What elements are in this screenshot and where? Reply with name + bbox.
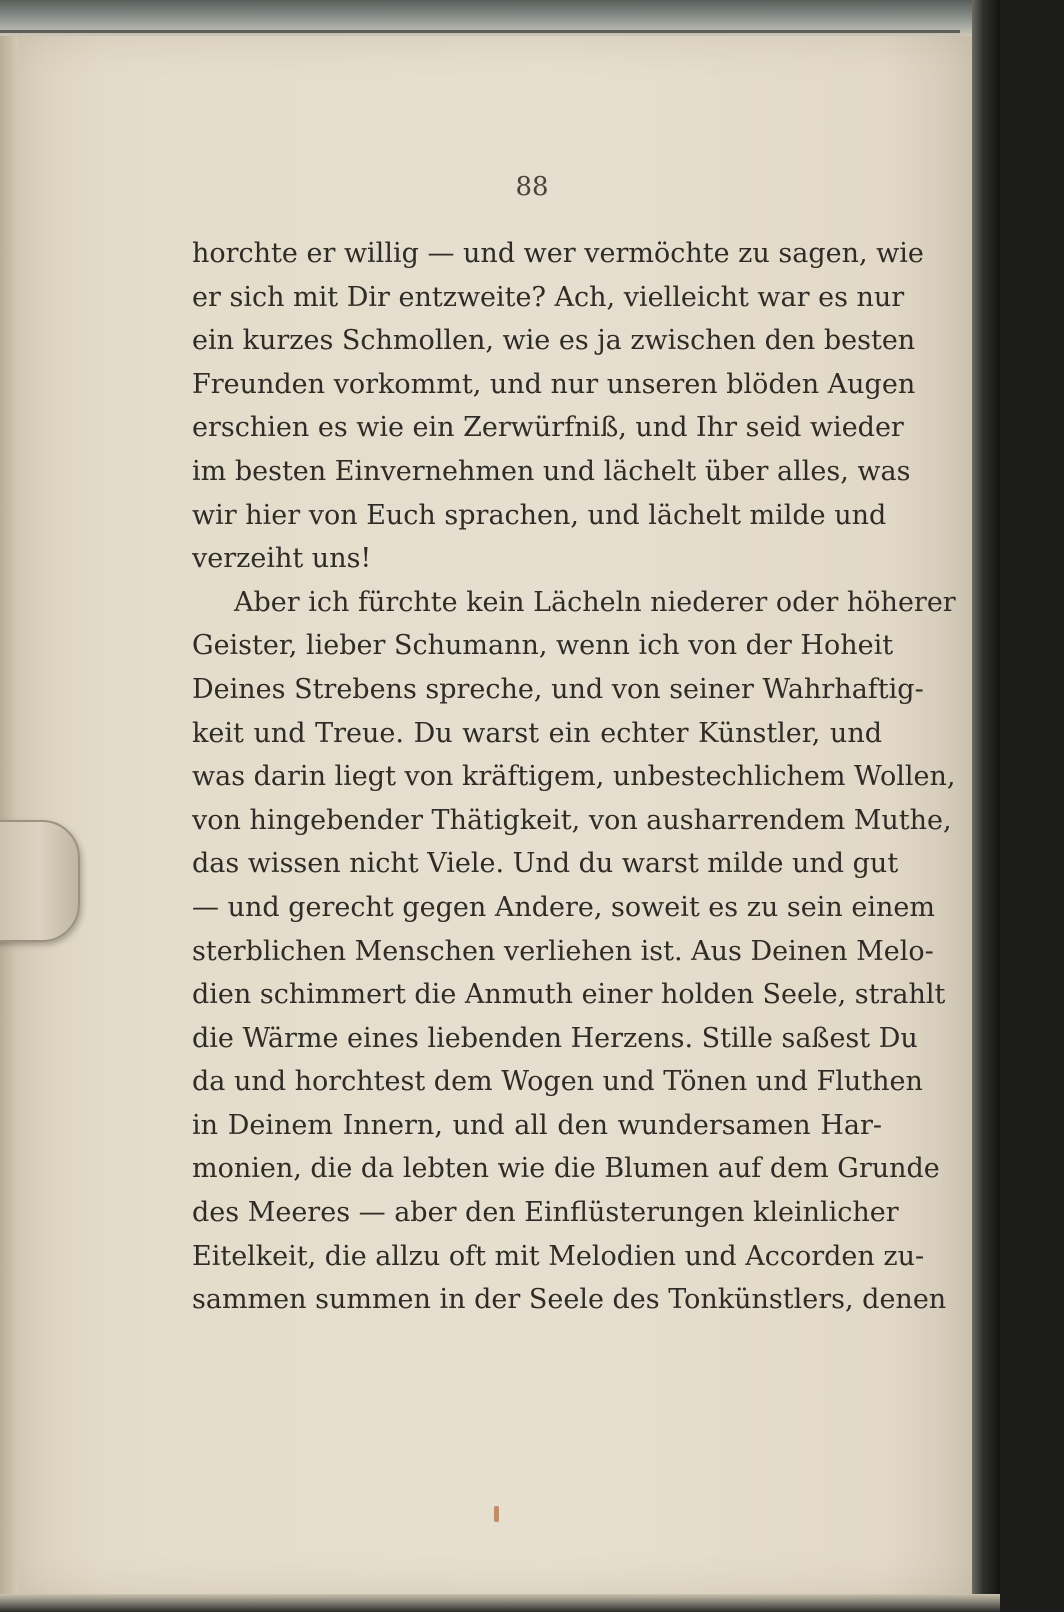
text-line: monien, die da lebten wie die Blumen auf dem Grunde	[192, 1153, 940, 1185]
text-line: verzeiht uns!	[192, 543, 372, 575]
text-line: von hingebender Thätigkeit, von ausharrendem Muthe,	[192, 804, 952, 836]
text-line: Eitelkeit, die allzu oft mit Melodien und Accorden zu-	[192, 1240, 925, 1272]
text-line: dien schimmert die Anmuth einer holden Seele, strahlt	[192, 979, 946, 1011]
text-line: er sich mit Dir entzweite? Ach, vielleicht war es nur	[192, 281, 905, 313]
book-cover-edge	[0, 30, 960, 33]
body-text	[192, 232, 956, 1322]
text-line: im besten Einvernehmen und lächelt über alles, was	[192, 455, 911, 487]
text-line: in Deinem Innern, und all den wundersamen Har-	[192, 1109, 882, 1141]
text-line: sterblichen Menschen verliehen ist. Aus Deinen Melo-	[192, 935, 934, 967]
text-line: das wissen nicht Viele. Und du warst milde und gut	[192, 848, 899, 880]
page-gutter-shade	[0, 36, 18, 1596]
text-line: horchte er willig — und wer vermöchte zu sagen, wie	[192, 238, 924, 269]
text-line: keit und Treue. Du warst ein echter Künstler, und	[192, 717, 882, 749]
text-line: erschien es wie ein Zerwürfniß, und Ihr seid wieder	[192, 412, 904, 444]
text-line: sammen summen in der Seele des Tonkünstlers, denen	[192, 1284, 947, 1316]
text-line: Geister, lieber Schumann, wenn ich von der Hoheit	[192, 630, 894, 662]
book-binding-edge	[972, 0, 1000, 1612]
text-line: — und gerecht gegen Andere, soweit es zu sein einem	[192, 891, 935, 923]
text-line: was darin liegt von kräftigem, unbestechlichem Wollen,	[192, 761, 956, 793]
book-bottom-edge	[0, 1594, 1000, 1612]
text-line: Aber ich fürchte kein Lächeln niederer oder höherer	[234, 586, 956, 618]
paper-stain	[494, 1506, 499, 1522]
text-line: wir hier von Euch sprachen, und lächelt milde und	[192, 499, 887, 531]
text-line: ein kurzes Schmollen, wie es ja zwischen den besten	[192, 325, 916, 357]
text-line: die Wärme eines liebenden Herzens. Stille saßest Du	[192, 1022, 918, 1054]
text-line: Deines Strebens spreche, und von seiner Wahrhaftig-	[192, 673, 924, 705]
text-line: da und horchtest dem Wogen und Tönen und Fluthen	[192, 1066, 923, 1098]
text-line: des Meeres — aber den Einflüsterungen kleinlicher	[192, 1197, 899, 1229]
page-number: 88	[515, 172, 549, 202]
text-line: Freunden vorkommt, und nur unseren blöden Augen	[192, 368, 916, 400]
page-clip	[0, 820, 80, 942]
